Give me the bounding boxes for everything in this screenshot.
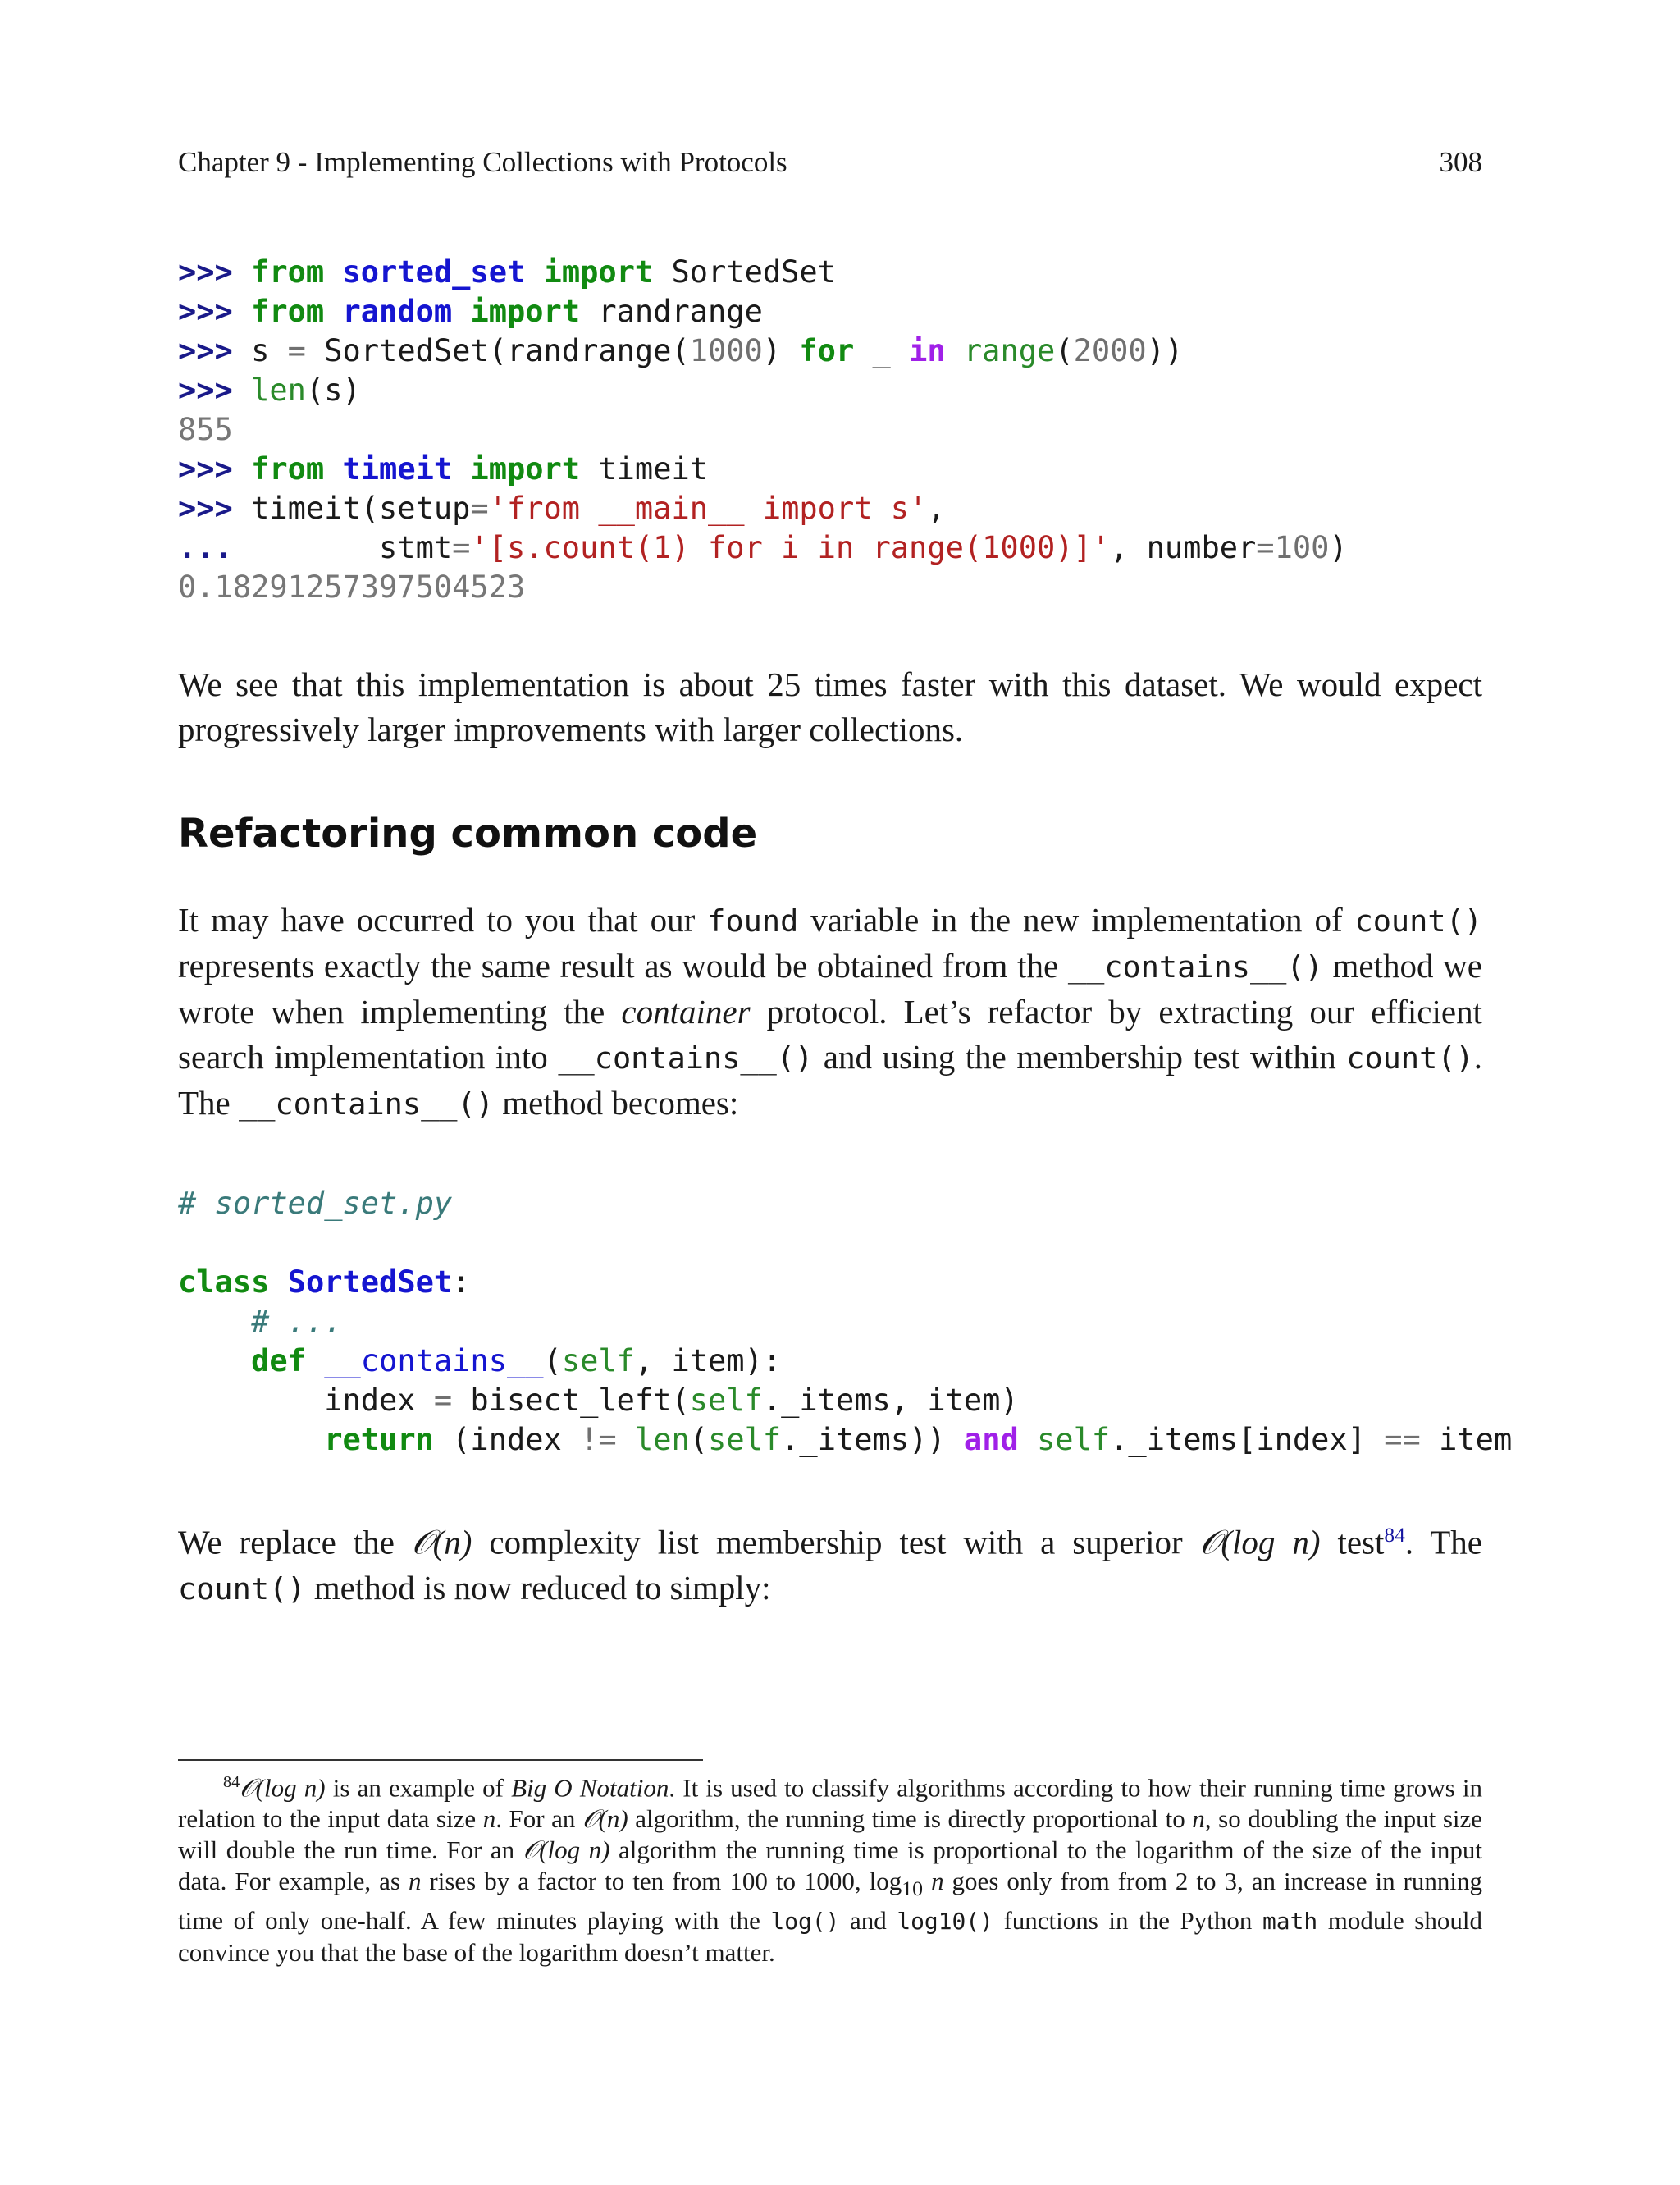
inline-code: count() [178,1570,306,1607]
code-output: 855 [178,412,233,447]
emphasis: container [621,993,751,1031]
footnote-divider [178,1759,703,1761]
code-line: >>> timeit(setup='from __main__ import s', [178,491,946,526]
code-line: >>> from sorted_set import SortedSet [178,254,836,290]
paragraph-complexity: We replace the 𝒪(n) complexity list membership test with a superior 𝒪(log n) test$^{84}$. The count() method is now reduced to simply: [178,1523,1482,1607]
section-heading: Refactoring common code [178,811,758,857]
inline-code: __contains__() [239,1086,494,1122]
math-expression: 𝒪(log n) [1199,1523,1321,1561]
running-head [178,146,1482,179]
code-line: return (index != len(self._items)) and self._items[index] == item [324,1422,1513,1457]
footnote-number: 84 [223,1773,240,1791]
footnote: $^{84}$𝒪(log n) is an example of Big O Notation. It is used to classify algorithms according to how their running time grows in relation to the input data size n. For an 𝒪(n) algorithm, the running time is directly proportional to n, so doubling the input size will double the run time. For an 𝒪(log n) algorithm the running time is proportional to the logarithm of the size of the input data. For example, as n rises by a factor to ten from 100 to 1000, $\log_{10} n$ goes only from from 2 to 3, an increase in running time of only one-half. A few minutes playing with the log() and log10() functions in the Python math module should convince you that the base of the logarithm doesn’t matter. [178,1773,1483,1967]
code-comment: # sorted_set.py [178,1186,453,1221]
code-line: class SortedSet: [178,1264,471,1300]
inline-code: count() [1346,1040,1474,1076]
code-line: index = bisect_left(self._items, item) [178,1383,1019,1418]
code-line: def __contains__(self, item): [251,1343,782,1378]
code-line: >>> len(s) [178,373,361,408]
code-line: >>> from random import randrange [178,294,763,329]
contains-method-code-block [178,1184,1512,1460]
code-line: # ... [251,1304,343,1339]
inline-code: found [707,903,799,939]
code-line: >>> from timeit import timeit [178,451,709,487]
math-expression: 𝒪(n) [411,1523,472,1561]
emphasis: Big O Notation [511,1773,669,1803]
code-output: 0.18291257397504523 [178,569,526,605]
page-number: 308 [1439,146,1482,178]
inline-code: __contains__() [1067,949,1323,985]
inline-code: count() [1354,903,1482,939]
inline-code: __contains__() [558,1040,814,1076]
paragraph-refactor-intro: It may have occurred to you that our found variable in the new implementation of count() represents exactly the same result as would be obtained from the __contains__() method we wrote when implementing the container protocol. Let’s refactor by extracting our efficient search implementation into __contains__() and using the membership test within count(). The __contains__() method becomes: [178,901,1482,1122]
paragraph-performance: We see that this implementation is about 25 times faster with this dataset. We would expect progressively larger improvements with larger collections. [178,665,1482,748]
code-line: ... stmt='[s.count(1) for i in range(1000)]', number=100) [178,530,1348,565]
repl-session-code-block [178,253,1348,607]
footnote-reference-link[interactable]: 84 [1384,1524,1405,1547]
chapter-title: Chapter 9 - Implementing Collections with Protocols [178,146,788,178]
code-line: >>> s = SortedSet(randrange(1000) for _ in range(2000)) [178,333,1184,368]
